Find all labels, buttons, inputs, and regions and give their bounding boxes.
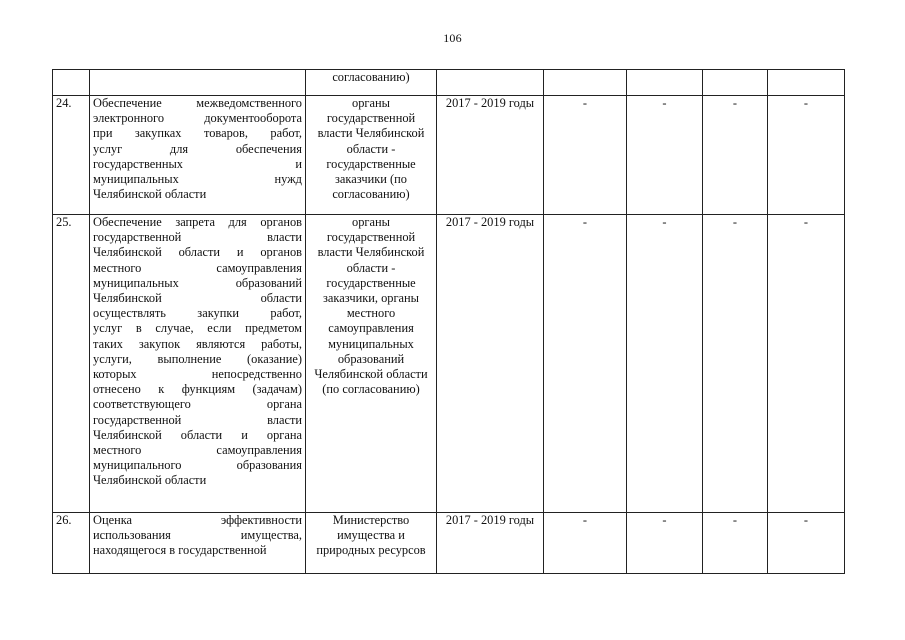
executor-cell: органы государственной власти Челябинской области - государственные заказчики, органы местного самоуправления муниципальных образований Челябинской области (по согласованию) (306, 215, 437, 513)
measure-name-line: государственной власти (93, 412, 302, 427)
measures-table (52, 69, 845, 574)
measure-name-line: муниципального образования (93, 458, 302, 473)
measure-name-line: Обеспечение межведомственного (93, 96, 302, 110)
table-row (53, 96, 845, 215)
value-cell: - (544, 96, 627, 215)
executor-cell: Министерство имущества и природных ресурсов (306, 513, 437, 574)
row-number: 25. (53, 215, 90, 513)
measure-name-line: таких закупок являются работы, (93, 336, 302, 351)
value-cell: - (768, 513, 845, 574)
value-cell (768, 70, 845, 96)
measure-name-line: местного самоуправления (93, 260, 302, 275)
term-cell (437, 70, 544, 96)
measure-name-line: Челябинской области и органа (93, 427, 302, 442)
measure-name-line: Обеспечение запрета для органов (93, 215, 302, 229)
value-cell: - (703, 96, 768, 215)
value-cell (544, 70, 627, 96)
value-cell: - (703, 513, 768, 574)
value-cell: - (768, 96, 845, 215)
row-number (53, 70, 90, 96)
value-cell: - (627, 513, 703, 574)
measure-name-line: находящегося в государственной (93, 543, 267, 558)
measure-name-line: Челябинской области (93, 187, 207, 202)
value-cell: - (627, 215, 703, 513)
page-number: 106 (443, 31, 462, 45)
measure-name-line: Оценка эффективности (93, 513, 302, 527)
measure-name-line: Челябинской области (93, 291, 302, 306)
measure-name (90, 215, 306, 513)
measure-name-line: использования имущества, (93, 528, 302, 543)
measure-name-line: при закупках товаров, работ, (93, 126, 302, 141)
measure-name (90, 513, 306, 574)
measure-name (90, 96, 306, 215)
measure-name-line: услуг в случае, если предметом (93, 321, 302, 336)
term-cell: 2017 - 2019 годы (437, 215, 544, 513)
measure-name-line: услуги, выполнение (оказание) (93, 351, 302, 366)
measure-name-line: муниципальных образований (93, 275, 302, 290)
measure-name (90, 70, 306, 96)
measure-name-line: государственных и (93, 156, 302, 171)
measure-name-line: Челябинской области (93, 473, 207, 488)
term-cell: 2017 - 2019 годы (437, 96, 544, 215)
value-cell (703, 70, 768, 96)
measure-name-line: государственной власти (93, 230, 302, 245)
measure-name-line: местного самоуправления (93, 443, 302, 458)
measure-name-line: отнесено к функциям (задачам) (93, 382, 302, 397)
term-cell: 2017 - 2019 годы (437, 513, 544, 574)
value-cell (627, 70, 703, 96)
table-row (53, 215, 845, 513)
measure-name-line: которых непосредственно (93, 367, 302, 382)
value-cell: - (544, 215, 627, 513)
value-cell: - (703, 215, 768, 513)
measure-name-line: услуг для обеспечения (93, 141, 302, 156)
table-row (53, 70, 845, 96)
measure-name-line: электронного документооборота (93, 111, 302, 126)
row-number: 26. (53, 513, 90, 574)
value-cell: - (768, 215, 845, 513)
measure-name-line: Челябинской области и органов (93, 245, 302, 260)
value-cell: - (627, 96, 703, 215)
value-cell: - (544, 513, 627, 574)
executor-cell: согласованию) (306, 70, 437, 96)
executor-cell: органы государственной власти Челябинской области - государственные заказчики (по согласованию) (306, 96, 437, 215)
row-number: 24. (53, 96, 90, 215)
measure-name-line: соответствующего органа (93, 397, 302, 412)
table-row (53, 513, 845, 574)
measure-name-line: осуществлять закупки работ, (93, 306, 302, 321)
measure-name-line: муниципальных нужд (93, 172, 302, 187)
